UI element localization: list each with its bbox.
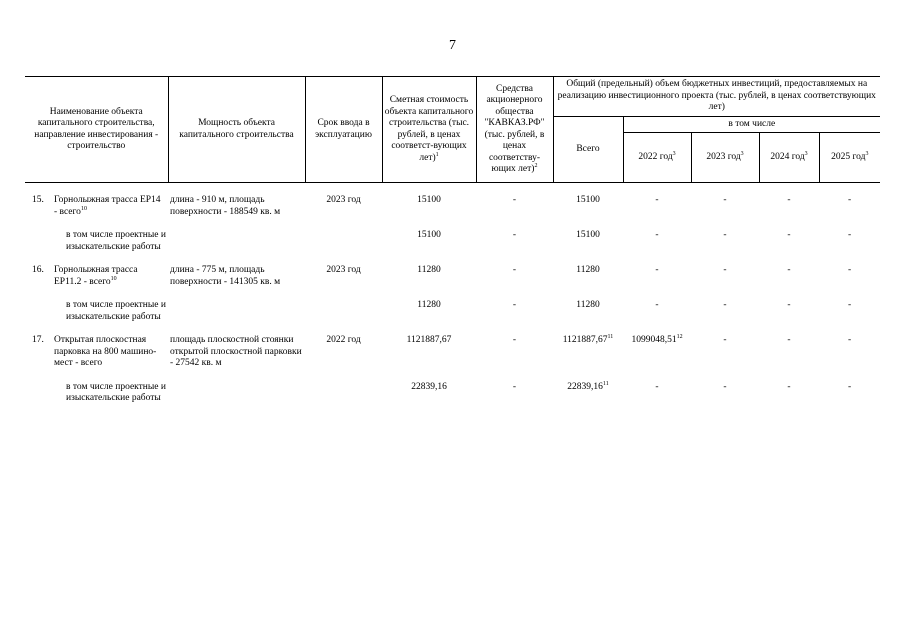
year-2022-cell: 1099048,51$^{12}$ <box>631 333 683 345</box>
header-name: Наименование объекта капитального строительства, направление инвестирования - строительство <box>25 77 168 183</box>
year-2024-cell: - <box>787 230 791 240</box>
object-name: Открытая плоскостная парковка на 800 машино-мест - всего <box>54 335 157 368</box>
spacer-row <box>25 218 880 230</box>
header-year-2023: 2023 год$^3$ <box>691 133 759 183</box>
kavkaz-funds-cell: - <box>512 230 517 240</box>
year-2025-cell: - <box>847 300 852 310</box>
deadline-cell <box>305 230 382 253</box>
capacity-cell: площадь плоскостной стоянки открытой плоскостной парковки - 27542 кв. м <box>170 335 302 368</box>
year-2024-cell: - <box>787 265 791 275</box>
object-name-cell <box>25 335 168 370</box>
header-kavkaz-funds: Средства акционерного общества "КАВКАЗ.РФ" (тыс. рублей, в ценах соответству-ющих лет)$^2$ <box>476 77 553 183</box>
year-2023-cell: - <box>723 230 727 240</box>
investment-table <box>25 76 880 417</box>
object-name: Горнолыжная трасса ЕР14 - всего$^{10}$ <box>54 195 161 217</box>
spacer-row <box>25 253 880 265</box>
year-2022-cell: - <box>655 230 659 240</box>
header-budget-total: Общий (предельный) объем бюджетных инвестиций, предоставляемых на реализацию инвестиционного проекта (тыс. рублей, в ценах соответствующих лет) <box>553 77 880 117</box>
estimated-cost-cell: 22839,16 <box>411 381 447 392</box>
year-2025-cell: - <box>847 230 852 240</box>
capacity-cell <box>168 230 305 253</box>
estimated-cost-cell: 1121887,67 <box>406 335 452 345</box>
year-2025-cell: - <box>847 381 852 392</box>
spacer-row <box>25 288 880 300</box>
year-2023-cell: - <box>723 335 727 345</box>
page-number: 7 <box>449 38 456 53</box>
year-2022-cell: - <box>655 300 659 310</box>
header-year-2022: 2022 год$^3$ <box>623 133 691 183</box>
kavkaz-funds-cell: - <box>512 265 517 275</box>
table-subrow <box>25 300 880 323</box>
year-2022-cell: - <box>655 195 659 205</box>
deadline-cell <box>305 300 382 323</box>
deadline-cell: 2023 год <box>326 265 361 275</box>
year-2024-cell: - <box>787 300 791 310</box>
subrow-name-cell: в том числе проектные и изыскательские работы <box>66 230 166 252</box>
spacer-row <box>25 405 880 417</box>
budget-total-cell: 1121887,67$^{11}$ <box>562 333 614 345</box>
deadline-cell <box>305 382 382 405</box>
table-row <box>25 335 880 370</box>
budget-total-cell: 11280 <box>576 300 600 310</box>
table-body <box>25 183 880 417</box>
subrow-name-cell: в том числе проектные и изыскательские работы <box>66 381 166 403</box>
capacity-cell <box>168 382 305 405</box>
kavkaz-funds-cell: - <box>512 300 517 310</box>
header-capacity: Мощность объекта капитального строительства <box>168 77 305 183</box>
spacer-row <box>25 370 880 382</box>
deadline-cell: 2022 год <box>326 335 361 345</box>
row-number: 16. <box>32 265 44 275</box>
kavkaz-funds-cell: - <box>512 381 517 392</box>
estimated-cost-cell: 15100 <box>417 230 441 240</box>
table-header <box>25 77 880 183</box>
estimated-cost-cell: 15100 <box>417 195 441 205</box>
capacity-cell <box>168 300 305 323</box>
capacity-cell: длина - 910 м, площадь поверхности - 188549 кв. м <box>170 195 281 217</box>
header-deadline: Срок ввода в эксплуатацию <box>305 77 382 183</box>
year-2022-cell: - <box>655 381 659 392</box>
year-2024-cell: - <box>787 335 791 345</box>
year-2022-cell: - <box>655 265 659 275</box>
header-year-2025: 2025 год$^3$ <box>819 133 880 183</box>
row-number: 15. <box>32 195 44 205</box>
subrow-name-cell: в том числе проектные и изыскательские работы <box>66 300 166 322</box>
budget-total-cell: 15100 <box>576 230 600 240</box>
year-2024-cell: - <box>787 195 791 205</box>
spacer-row <box>25 183 880 196</box>
object-name: Горнолыжная трасса ЕР11.2 - всего$^{10}$ <box>54 265 138 287</box>
year-2023-cell: - <box>723 381 727 392</box>
header-year-2024: 2024 год$^3$ <box>759 133 819 183</box>
year-2023-cell: - <box>723 265 727 275</box>
year-2025-cell: - <box>847 265 852 275</box>
table-subrow <box>25 230 880 253</box>
year-2025-cell: - <box>847 335 852 345</box>
row-number: 17. <box>32 335 44 345</box>
budget-total-cell: 22839,16$^{11}$ <box>567 380 609 392</box>
budget-total-cell: 11280 <box>576 265 600 275</box>
deadline-cell: 2023 год <box>326 195 361 205</box>
table-subrow <box>25 382 880 405</box>
budget-total-cell: 15100 <box>576 195 600 205</box>
capacity-cell: длина - 775 м, площадь поверхности - 141305 кв. м <box>170 265 281 287</box>
header-all: Всего <box>553 116 623 183</box>
table-row <box>25 195 880 218</box>
table-row <box>25 265 880 288</box>
kavkaz-funds-cell: - <box>512 335 517 345</box>
estimated-cost-cell: 11280 <box>417 265 441 275</box>
object-name-cell <box>25 195 168 218</box>
spacer-row <box>25 323 880 335</box>
year-2024-cell: - <box>787 381 791 392</box>
object-name-cell <box>25 265 168 288</box>
year-2023-cell: - <box>723 195 727 205</box>
header-including: в том числе <box>623 116 880 133</box>
year-2023-cell: - <box>723 300 727 310</box>
year-2025-cell: - <box>847 195 852 205</box>
header-estimated-cost: Сметная стоимость объекта капитального строительства (тыс. рублей, в ценах соответст-вующих лет)$^1$ <box>382 77 476 183</box>
estimated-cost-cell: 11280 <box>417 300 441 310</box>
kavkaz-funds-cell: - <box>512 195 517 205</box>
